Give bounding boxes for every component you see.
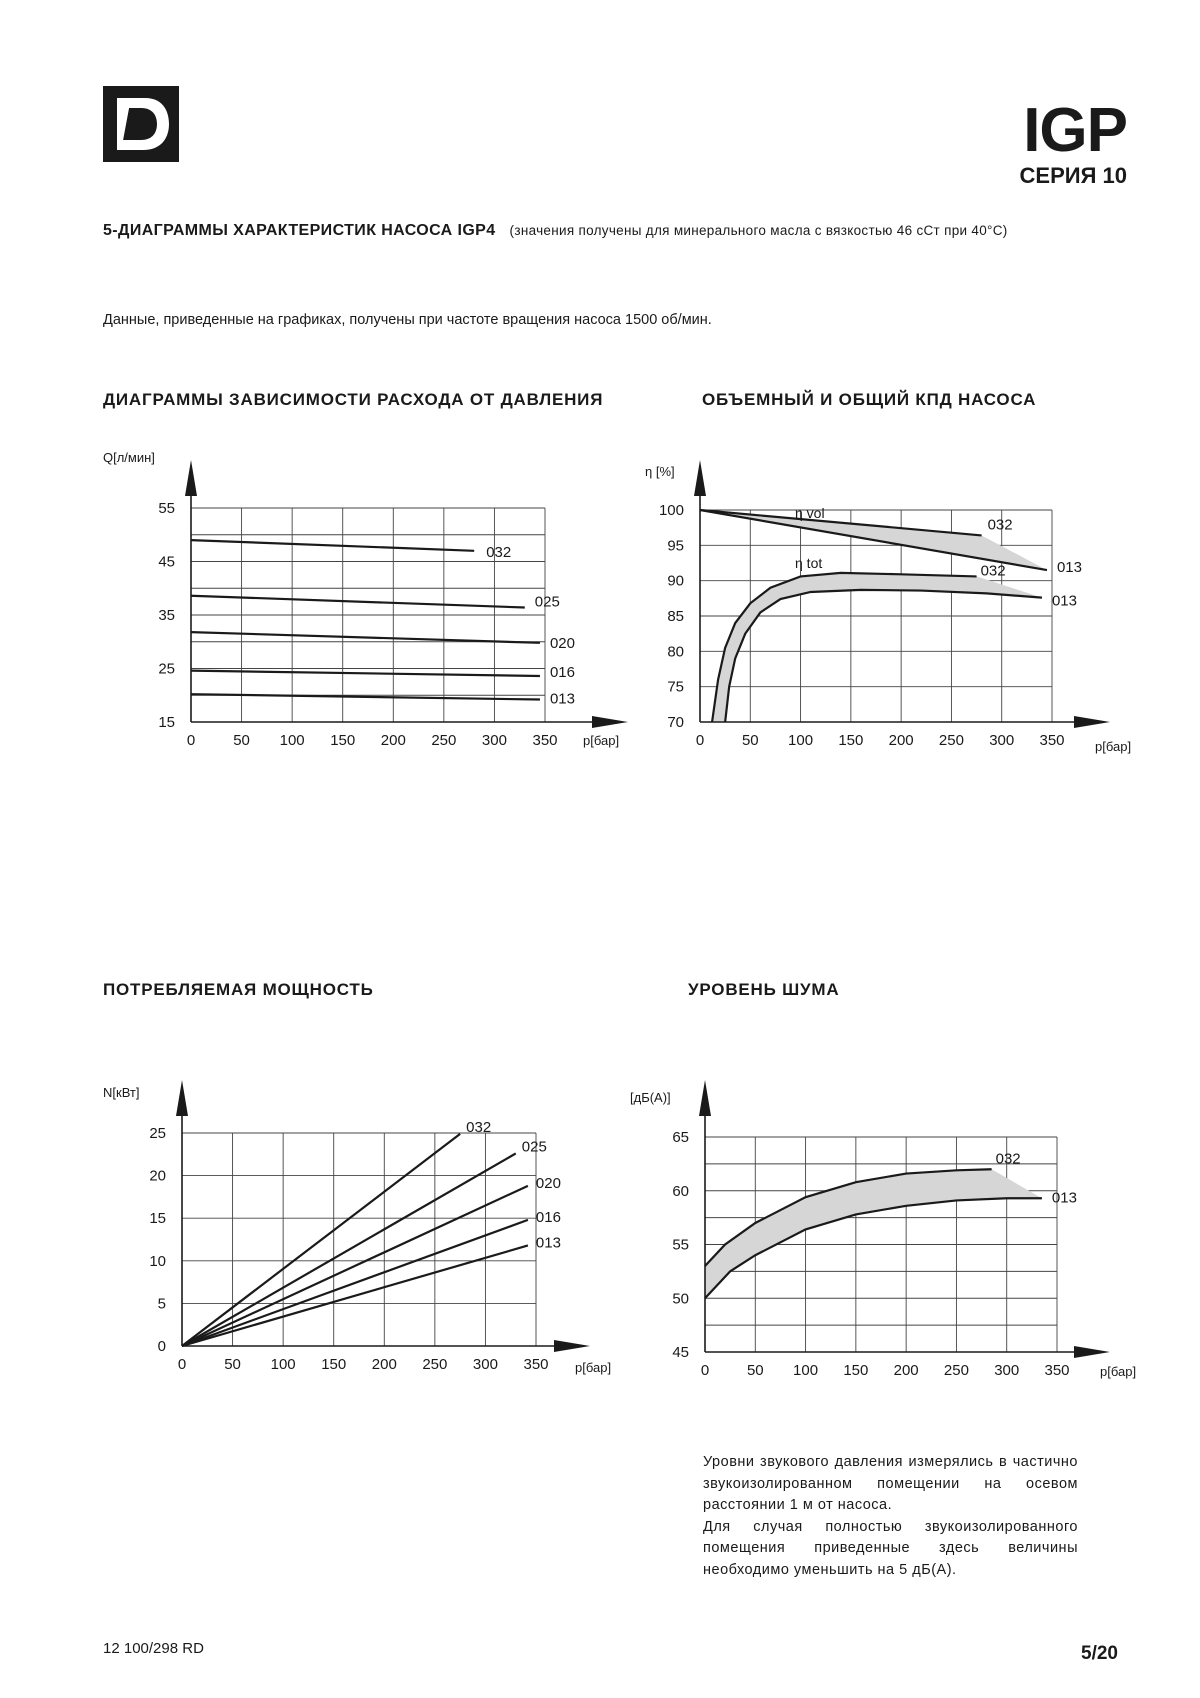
chart-annotation: η vol (795, 505, 825, 521)
section-note: (значения получены для минерального масла с вязкостью 46 сСт при 40°С) (509, 223, 1008, 238)
x-tick-label: 300 (472, 1356, 498, 1373)
x-axis-label: р[бар] (1100, 1364, 1137, 1379)
y-tick-label: 100 (658, 502, 684, 519)
y-axis-arrow-icon (176, 1080, 188, 1116)
y-tick-label: 50 (672, 1290, 689, 1308)
y-axis-label: N[кВт] (103, 1085, 140, 1100)
x-tick-label: 100 (788, 732, 814, 749)
x-tick-label: 350 (1044, 1362, 1070, 1379)
y-tick-label: 55 (158, 500, 175, 517)
x-axis-arrow-icon (1074, 716, 1110, 728)
series-line-025 (182, 1153, 516, 1346)
y-tick-label: 5 (157, 1295, 166, 1313)
x-tick-label: 100 (793, 1362, 819, 1379)
y-tick-label: 95 (667, 537, 684, 555)
noise-note-paragraph: Для случая полностью звукоизолированного помещения приведенные здесь величины необходимо уменьшить на 5 дБ(А). (703, 1518, 1078, 1578)
x-tick-label: 50 (746, 1362, 764, 1379)
y-tick-label: 65 (672, 1129, 689, 1146)
y-axis-arrow-icon (699, 1080, 711, 1116)
x-tick-label: 250 (431, 732, 457, 749)
series-label-032: 032 (486, 543, 512, 561)
x-tick-label: 50 (233, 732, 250, 749)
chart-annotation: η tot (795, 555, 823, 571)
page-number: 5/20 (1081, 1643, 1118, 1664)
series-line-013 (725, 590, 1042, 722)
series-label-032: 032 (980, 562, 1006, 580)
y-tick-label: 25 (149, 1125, 166, 1142)
series-label-032: 032 (987, 516, 1013, 534)
y-tick-label: 20 (149, 1167, 166, 1185)
efficiency-chart (620, 440, 1200, 770)
series-line-032 (712, 573, 977, 722)
x-axis-arrow-icon (1074, 1346, 1110, 1358)
x-tick-label: 50 (224, 1356, 241, 1373)
d-logo-icon (103, 86, 179, 162)
y-axis-label: Q[л/мин] (103, 450, 155, 465)
section-title: 5-ДИАГРАММЫ ХАРАКТЕРИСТИК НАСОСА IGP4 (103, 222, 496, 239)
x-tick-label: 200 (888, 732, 914, 749)
y-tick-label: 80 (667, 643, 684, 661)
series-code: IGP (1023, 96, 1127, 165)
power-chart (0, 1060, 640, 1390)
x-tick-label: 150 (330, 732, 356, 749)
x-axis-label: р[бар] (1095, 739, 1132, 754)
series-label-020: 020 (535, 1174, 561, 1192)
series-line-032 (191, 540, 474, 551)
x-tick-label: 150 (838, 732, 864, 749)
x-axis-arrow-icon (554, 1340, 590, 1352)
x-tick-label: 300 (481, 732, 507, 749)
x-axis-label: р[бар] (575, 1360, 612, 1375)
series-label-013: 013 (1056, 559, 1083, 577)
series-label-013: 013 (549, 690, 575, 708)
flow-chart (0, 440, 640, 770)
series-label-025: 025 (521, 1138, 547, 1156)
y-tick-label: 45 (672, 1344, 689, 1361)
x-tick-label: 300 (989, 732, 1015, 749)
x-tick-label: 150 (321, 1356, 347, 1373)
y-tick-label: 35 (158, 607, 175, 624)
x-tick-label: 200 (371, 1356, 397, 1373)
x-tick-label: 350 (523, 1356, 549, 1373)
document-code: 12 100/298 RD (103, 1640, 204, 1657)
y-axis-label: [дБ(А)] (630, 1090, 671, 1105)
series-label-020: 020 (549, 634, 575, 652)
y-tick-label: 25 (158, 660, 175, 678)
x-tick-label: 150 (843, 1362, 869, 1379)
series-label-013: 013 (535, 1234, 561, 1252)
noise-chart (610, 1060, 1200, 1390)
y-tick-label: 90 (667, 572, 684, 590)
series-label-016: 016 (535, 1208, 561, 1226)
x-tick-label: 200 (380, 732, 406, 749)
series-line-032 (182, 1134, 460, 1346)
y-tick-label: 75 (667, 678, 684, 696)
series-line-025 (191, 596, 525, 608)
x-tick-label: 0 (177, 1356, 187, 1373)
x-tick-label: 0 (695, 732, 705, 749)
power-chart-title: ПОТРЕБЛЯЕМАЯ МОЩНОСТЬ (103, 980, 374, 999)
intro-text: Данные, приведенные на графиках, получены при частоте вращения насоса 1500 об/мин. (103, 312, 712, 328)
noise-chart-title: УРОВЕНЬ ШУМА (688, 980, 840, 999)
x-tick-label: 250 (422, 1356, 448, 1373)
efficiency-chart-title: ОБЪЕМНЫЙ И ОБЩИЙ КПД НАСОСА (702, 390, 1037, 409)
section-heading (103, 222, 1008, 240)
y-tick-label: 15 (158, 714, 175, 731)
x-axis-label: р[бар] (583, 733, 620, 748)
x-tick-label: 50 (741, 732, 759, 749)
y-tick-label: 85 (667, 608, 684, 625)
series-line-020 (182, 1186, 528, 1346)
series-line-016 (182, 1220, 528, 1346)
y-axis-arrow-icon (185, 460, 197, 496)
x-tick-label: 350 (1039, 732, 1065, 749)
y-tick-label: 45 (158, 553, 175, 571)
y-tick-label: 70 (667, 714, 684, 731)
series-line-016 (191, 671, 540, 676)
y-tick-label: 10 (149, 1252, 166, 1270)
x-tick-label: 0 (186, 732, 196, 749)
x-tick-label: 250 (943, 1362, 969, 1379)
series-line-020 (191, 632, 540, 643)
y-tick-label: 60 (672, 1182, 689, 1200)
series-label-032: 032 (466, 1118, 492, 1136)
y-tick-label: 55 (672, 1236, 689, 1254)
y-axis-arrow-icon (694, 460, 706, 496)
x-tick-label: 100 (279, 732, 305, 749)
series-label-032: 032 (995, 1150, 1021, 1168)
x-tick-label: 0 (700, 1362, 710, 1379)
noise-note-paragraph: Уровни звукового давления измерялись в частично звукоизолированном помещении на осевом расстоянии 1 м от насоса. (703, 1454, 1078, 1513)
x-tick-label: 250 (938, 732, 964, 749)
y-tick-label: 15 (149, 1210, 166, 1228)
series-label-016: 016 (549, 663, 575, 681)
series-label-013: 013 (1051, 592, 1077, 610)
y-tick-label: 0 (157, 1338, 166, 1355)
series-name: СЕРИЯ 10 (1019, 163, 1127, 188)
series-label-025: 025 (534, 593, 560, 611)
series-label-013: 013 (1051, 1189, 1077, 1207)
flow-chart-title: ДИАГРАММЫ ЗАВИСИМОСТИ РАСХОДА ОТ ДАВЛЕНИЯ (103, 390, 604, 409)
y-axis-label: η [%] (645, 464, 675, 479)
x-tick-label: 300 (994, 1362, 1020, 1379)
x-tick-label: 100 (270, 1356, 296, 1373)
x-tick-label: 350 (532, 732, 558, 749)
noise-note (703, 1452, 1078, 1581)
x-tick-label: 200 (893, 1362, 919, 1379)
